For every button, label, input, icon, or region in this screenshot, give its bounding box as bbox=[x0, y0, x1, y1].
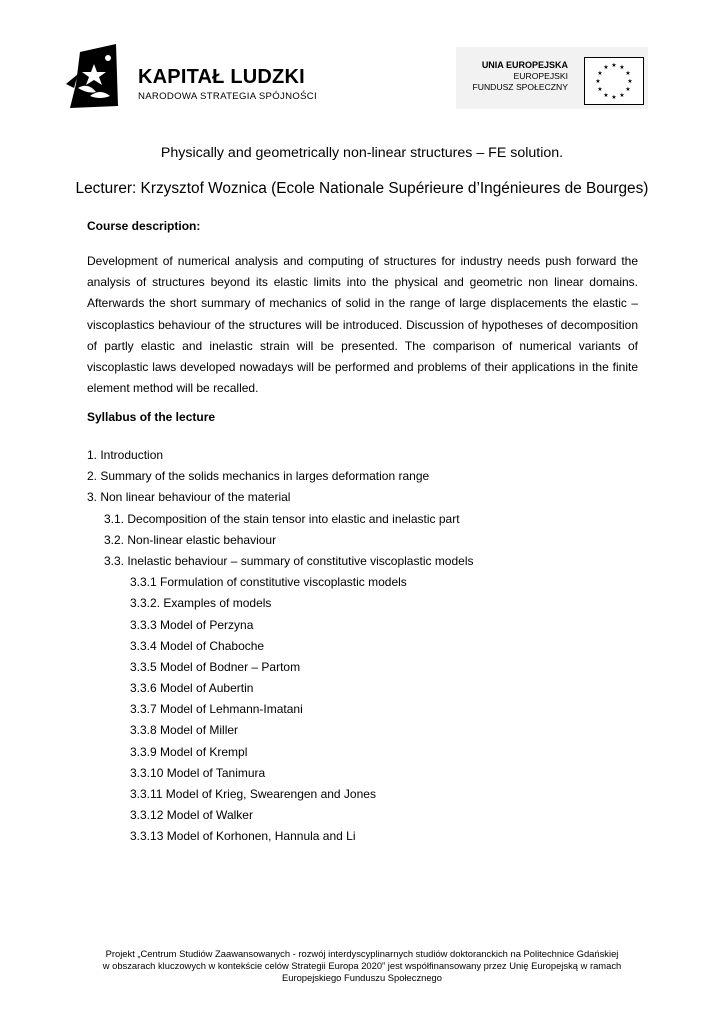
lecturer-line: Lecturer: Krzysztof Woznica (Ecole Nationale Supérieure d’Ingénieures de Bourges) bbox=[75, 180, 649, 197]
logo-subtitle: NARODOWA STRATEGIA SPÓJNOŚCI bbox=[138, 91, 317, 102]
svg-text:★: ★ bbox=[597, 86, 603, 93]
document-title: Physically and geometrically non-linear structures – FE solution. bbox=[160, 145, 564, 161]
svg-text:★: ★ bbox=[611, 62, 617, 69]
footer bbox=[0, 948, 724, 984]
logo-title: KAPITAŁ LUDZKI bbox=[138, 66, 305, 88]
syllabus-heading: Syllabus of the lecture bbox=[87, 410, 216, 424]
footer-line2: w obszarach kluczowych w kontekście celów Strategii Europa 2020” jest współfinansowany przez Unię Europejską w ramach bbox=[102, 960, 622, 971]
syllabus-list bbox=[0, 448, 474, 851]
svg-text:★: ★ bbox=[603, 92, 609, 99]
course-description-heading: Course description: bbox=[87, 219, 201, 233]
kapital-ludzki-emblem-icon bbox=[66, 44, 122, 110]
eu-flag-icon bbox=[584, 57, 644, 105]
syllabus-item: 3.3.6 Model of Aubertin bbox=[130, 681, 254, 696]
eu-logo-line2: EUROPEJSKI bbox=[513, 71, 568, 81]
syllabus-item: 3.3.10 Model of Tanimura bbox=[130, 765, 266, 780]
syllabus-item: 3.3. Inelastic behaviour – summary of constitutive viscoplastic models bbox=[104, 553, 474, 568]
syllabus-item: 3.3.12 Model of Walker bbox=[130, 808, 253, 823]
eu-logo-line1: UNIA EUROPEJSKA bbox=[481, 60, 568, 70]
syllabus-item: 3.3.1 Formulation of constitutive viscoplastic models bbox=[130, 575, 407, 590]
svg-text:★: ★ bbox=[597, 70, 603, 77]
svg-text:★: ★ bbox=[627, 78, 633, 85]
syllabus-item: 3.3.3 Model of Perzyna bbox=[130, 617, 254, 632]
syllabus-item: 3.3.9 Model of Krempl bbox=[130, 744, 248, 759]
eu-logo-text bbox=[473, 60, 569, 93]
syllabus-item: 3.3.7 Model of Lehmann-Imatani bbox=[130, 702, 303, 717]
syllabus-item: 3.1. Decomposition of the stain tensor into elastic and inelastic part bbox=[104, 511, 460, 526]
svg-text:★: ★ bbox=[625, 70, 631, 77]
svg-text:★: ★ bbox=[611, 94, 617, 101]
eu-stars-icon bbox=[585, 58, 643, 104]
syllabus-item: 3.2. Non-linear elastic behaviour bbox=[104, 532, 277, 547]
svg-text:★: ★ bbox=[603, 64, 609, 71]
syllabus-item: 3.3.5 Model of Bodner – Partom bbox=[130, 659, 301, 674]
eu-logo-line3: FUNDUSZ SPOŁECZNY bbox=[472, 82, 568, 92]
svg-text:★: ★ bbox=[595, 78, 601, 85]
syllabus-item: 3.3.13 Model of Korhonen, Hannula and Li bbox=[130, 829, 356, 844]
syllabus-item: 2. Summary of the solids mechanics in larges deformation range bbox=[87, 469, 430, 484]
svg-text:★: ★ bbox=[619, 64, 625, 71]
course-description-text: Development of numerical analysis and computing of structures for industry needs push forward the analysis of structures beyond its elastic limits into the physical and geometric non linear domains. Afterwards the short summary of mechanics of solid in the range of large displacements the elastic – viscoplastics behaviour of the structures will be introduced. Discussion of hypotheses of decomposition of partly elastic and inelastic strain will be presented. The comparison of numerical variants of viscoplastic laws developed nowadays will be performed and problems of their applications in the finite element method will be recalled. bbox=[87, 254, 638, 396]
syllabus-item: 3.3.11 Model of Krieg, Swearengen and Jones bbox=[130, 787, 376, 801]
syllabus-item: 3.3.4 Model of Chaboche bbox=[130, 638, 265, 653]
svg-text:★: ★ bbox=[625, 86, 631, 93]
kapital-ludzki-logo bbox=[66, 44, 316, 124]
eu-logo bbox=[456, 47, 648, 109]
svg-text:★: ★ bbox=[619, 92, 625, 99]
syllabus-item: 3. Non linear behaviour of the material bbox=[87, 490, 291, 505]
syllabus-item: 1. Introduction bbox=[87, 448, 164, 462]
footer-line3: Europejskiego Funduszu Społecznego bbox=[281, 972, 442, 983]
syllabus-item: 3.3.8 Model of Miller bbox=[130, 723, 239, 738]
syllabus-item: 3.3.2. Examples of models bbox=[130, 596, 272, 611]
footer-line1: Projekt „Centrum Studiów Zaawansowanych - rozwój interdyscyplinarnych studiów doktoranckich na Politechnice Gdańskiej bbox=[105, 948, 619, 959]
